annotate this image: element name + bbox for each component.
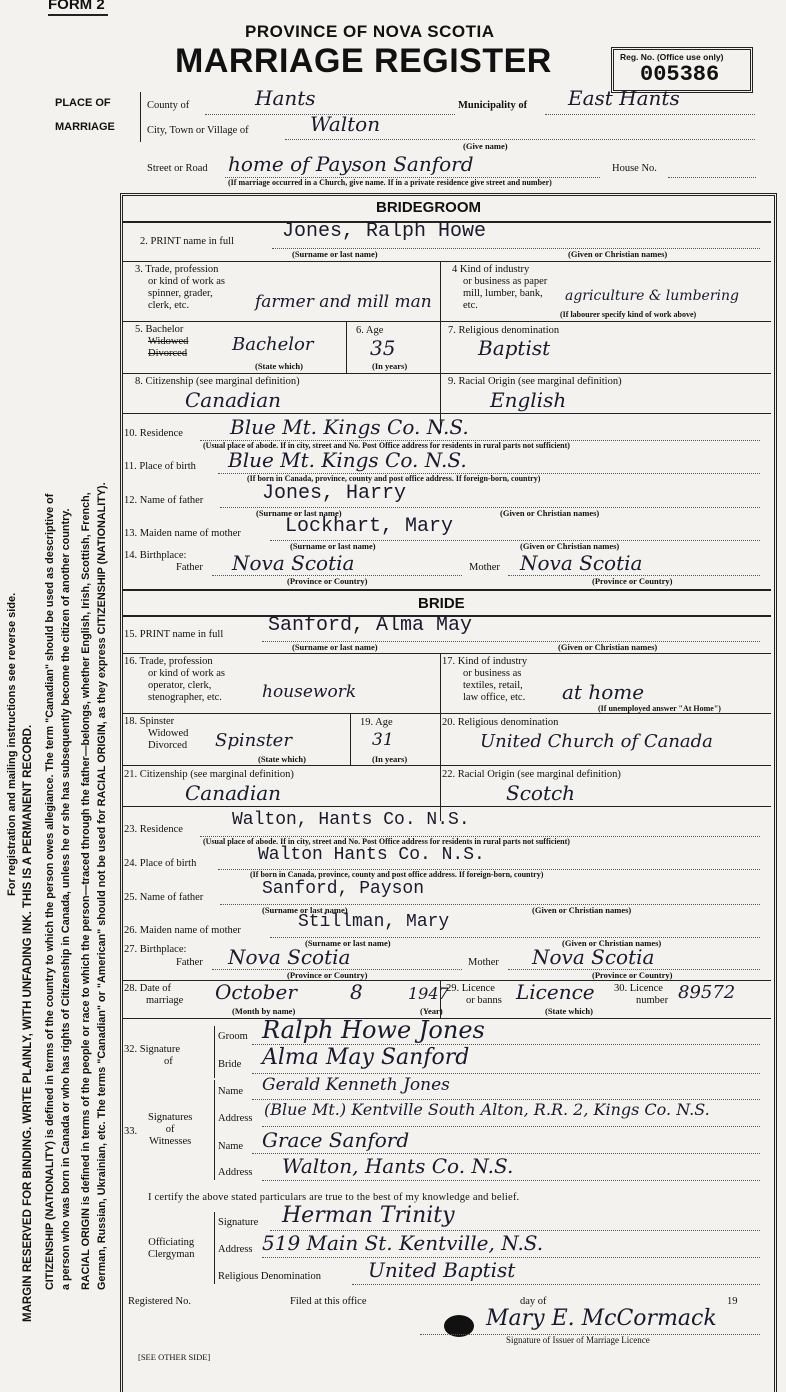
field-8-label: 8. Citizenship (see marginal definition) <box>135 376 300 387</box>
label-line: Clergyman <box>148 1249 195 1260</box>
bride-in-years: (In years) <box>372 754 408 764</box>
groom-residence-value: Blue Mt. Kings Co. N.S. <box>230 415 469 439</box>
line <box>262 1180 760 1181</box>
label-line: 29. Licence <box>446 983 495 994</box>
label-line: marriage <box>146 995 184 1006</box>
bride-father-surname-hint: (Surname or last name) <box>262 905 348 915</box>
field-3-label <box>135 264 225 312</box>
label-line: 32. Signature <box>124 1044 180 1055</box>
margin-line-5: RACIAL ORIGIN is defined in terms of the people or race to which the person—traced through the father—belongs, whether English, Irish, Scottish, French, <box>80 492 92 1290</box>
label-line: etc. <box>463 300 478 311</box>
bride-mother-prov-hint: (Province or Country) <box>592 970 673 980</box>
street-note: (If marriage occurred in a Church, give name. If in a private residence give street and number) <box>228 178 552 187</box>
rule <box>440 980 441 1018</box>
line <box>252 1073 760 1074</box>
bride-father-bp-label: Father <box>176 957 203 968</box>
label-line: 3. Trade, profession <box>135 264 219 275</box>
label-line: spinner, grader, <box>148 288 213 299</box>
bride-sig-label: Bride <box>218 1059 242 1070</box>
label-line: Witnesses <box>149 1136 192 1147</box>
label-line: Widowed <box>148 728 189 739</box>
field-18-label <box>124 716 188 752</box>
clergy-signature-label: Signature <box>218 1217 259 1228</box>
marriage-month-value: October <box>215 980 297 1004</box>
place-bracket <box>140 92 141 142</box>
field-29-label <box>446 983 502 1007</box>
field-20-label: 20. Religious denomination <box>442 717 559 728</box>
form-title: MARRIAGE REGISTER <box>175 42 552 80</box>
certify-text: I certify the above stated particulars are true to the best of my knowledge and belief. <box>148 1192 520 1203</box>
field-5-label <box>135 324 188 360</box>
groom-mother-prov-hint: (Province or Country) <box>592 576 673 586</box>
bride-birthplace-value: Walton Hants Co. N.S. <box>258 845 485 865</box>
bride-age-value: 31 <box>372 730 394 750</box>
groom-residence-hint: (Usual place of abode. If in city, street and No. Post Office address for residents in rural parts not sufficient) <box>203 441 570 450</box>
rule <box>440 653 441 713</box>
rule <box>350 713 351 765</box>
field-11-label: 11. Place of birth <box>124 461 196 472</box>
field-19-label: 19. Age <box>360 717 393 728</box>
label-line: 5. Bachelor <box>135 324 184 335</box>
field-22-label: 22. Racial Origin (see marginal definition) <box>442 769 621 780</box>
label-line: Divorced <box>148 740 188 751</box>
rule <box>122 413 771 414</box>
label-line: 4 Kind of industry <box>452 264 530 275</box>
groom-mother-surname-hint: (Surname or last name) <box>290 541 376 551</box>
clergy-address-label: Address <box>218 1244 253 1255</box>
witness2-address: Walton, Hants Co. N.S. <box>282 1154 514 1178</box>
issuer-label: Signature of Issuer of Marriage Licence <box>506 1335 650 1345</box>
label-line: 17. Kind of industry <box>442 656 528 667</box>
clergy-signature: Herman Trinity <box>282 1203 455 1228</box>
groom-sig-label: Groom <box>218 1031 248 1042</box>
groom-birthplace-value: Blue Mt. Kings Co. N.S. <box>228 448 467 472</box>
field-2-label: 2. PRINT name in full <box>140 236 235 247</box>
place-of-label: PLACE OF <box>55 97 111 109</box>
day-of-label: day of <box>520 1296 547 1307</box>
house-line <box>668 177 756 178</box>
municipality-value: East Hants <box>568 86 680 110</box>
bride-father-prov-hint: (Province or Country) <box>287 970 368 980</box>
label-line: of <box>164 1056 173 1067</box>
bride-surname-hint: (Surname or last name) <box>292 642 378 652</box>
field-13-label: 13. Maiden name of mother <box>124 528 241 539</box>
bride-father-value: Sanford, Payson <box>262 879 425 899</box>
marriage-year-value: 1947 <box>408 984 449 1003</box>
bracket <box>214 1212 215 1284</box>
year-hint: (Year) <box>420 1006 443 1016</box>
field-15-label: 15. PRINT name in full <box>124 629 224 640</box>
form-number: FORM 2 <box>48 0 105 13</box>
label-line: of <box>165 1124 175 1135</box>
groom-status-value: Bachelor <box>232 334 314 355</box>
groom-mother-bp-label: Mother <box>469 562 500 573</box>
field-4-label <box>452 264 547 312</box>
groom-mother-value: Lockhart, Mary <box>285 515 454 538</box>
label-line: 28. Date of <box>124 983 171 994</box>
margin-line-6: German, Russian, Ukrainian, etc. The terms "Canadian" or "American" should not be used for RACIAL ORIGIN, as they express CITIZENSHIP (NATIONALITY). <box>96 482 108 1290</box>
rule <box>122 713 771 714</box>
witness1-name: Gerald Kenneth Jones <box>262 1075 450 1095</box>
w2-name-label: Name <box>218 1141 244 1152</box>
bride-industry-hint: (If unemployed answer "At Home") <box>598 704 721 713</box>
label-line: operator, clerk, <box>148 680 212 691</box>
bride-state-which: (State which) <box>258 754 306 764</box>
groom-citizenship-value: Canadian <box>185 388 282 412</box>
groom-given-hint: (Given or Christian names) <box>568 249 668 259</box>
bride-heading: BRIDE <box>418 595 465 612</box>
bracket <box>214 1080 215 1180</box>
groom-origin-value: English <box>490 388 567 412</box>
line <box>352 1284 760 1285</box>
margin-line-3: CITIZENSHIP (NATIONALITY) is defined in terms of the country to which the person owes allegiance. The term "Canadian" should be used as descriptive of <box>44 493 56 1290</box>
bride-industry-value: at home <box>562 680 645 704</box>
bride-trade-value: housework <box>262 682 357 702</box>
field-6-label: 6. Age <box>356 325 384 336</box>
field-9-label: 9. Racial Origin (see marginal definition) <box>448 376 622 387</box>
groom-birth-hint: (If born in Canada, province, county and post office address. If foreign-born, country) <box>247 474 541 483</box>
groom-mother-birthplace: Nova Scotia <box>520 551 643 575</box>
field-27-label: 27. Birthplace: <box>124 944 187 955</box>
bride-religion-value: United Church of Canada <box>480 731 713 752</box>
give-name-hint: (Give name) <box>463 141 508 151</box>
bride-mother-given-hint: (Given or Christian names) <box>562 938 662 948</box>
label-line: Widowed <box>148 336 189 347</box>
field-16-label <box>124 656 225 704</box>
bride-father-birthplace: Nova Scotia <box>228 945 351 969</box>
witness-label <box>148 1112 192 1148</box>
registered-label: Registered No. <box>128 1296 191 1307</box>
licence-or-banns-value: Licence <box>516 980 595 1004</box>
bridegroom-heading: BRIDEGROOM <box>376 199 481 216</box>
groom-trade-value: farmer and mill man <box>255 292 432 312</box>
bride-given-hint: (Given or Christian names) <box>558 642 658 652</box>
licence-state-which: (State which) <box>545 1006 593 1016</box>
label-line: or kind of work as <box>148 668 225 679</box>
w1-address-label: Address <box>218 1113 253 1124</box>
county-label: County of <box>147 100 190 111</box>
rule <box>122 653 771 654</box>
field-24-label: 24. Place of birth <box>124 858 197 869</box>
groom-industry-value: agriculture & lumbering <box>565 288 739 304</box>
bride-birth-hint: (If born in Canada, province, county and post office address. If foreign-born, country) <box>250 870 544 879</box>
rule <box>122 261 771 262</box>
bride-name-value: Sanford, Alma May <box>268 614 473 637</box>
groom-father-given-hint: (Given or Christian names) <box>500 508 600 518</box>
field-21-label: 21. Citizenship (see marginal definition) <box>124 769 294 780</box>
margin-line-1: For registration and mailing instructions see reverse side. <box>6 592 18 896</box>
field-32-label <box>124 1044 180 1068</box>
field-10-label: 10. Residence <box>124 428 183 439</box>
clergy-denom-label: Religious Denomination <box>218 1271 321 1282</box>
rule <box>440 261 441 321</box>
label-line: Signatures <box>148 1112 193 1123</box>
bride-mother-surname-hint: (Surname or last name) <box>305 938 391 948</box>
licence-number-value: 89572 <box>678 982 736 1003</box>
marriage-day-value: 8 <box>350 980 363 1004</box>
label-line: or kind of work as <box>148 276 225 287</box>
field-33-number: 33. <box>124 1126 138 1137</box>
w2-address-label: Address <box>218 1167 253 1178</box>
municipality-line <box>545 114 755 115</box>
label-line: 16. Trade, profession <box>124 656 213 667</box>
label-line: Officiating <box>148 1237 195 1248</box>
groom-mother-given-hint: (Given or Christian names) <box>520 541 620 551</box>
street-value: home of Payson Sanford <box>228 152 474 176</box>
label-line: or business as <box>463 668 522 679</box>
groom-industry-hint: (If labourer specify kind of work above) <box>560 310 697 319</box>
bride-residence-hint: (Usual place of abode. If in city, street and No. Post Office address for residents in rural parts not sufficient) <box>203 837 570 846</box>
groom-father-prov-hint: (Province or Country) <box>287 576 368 586</box>
bride-residence-value: Walton, Hants Co. N.S. <box>232 810 470 830</box>
month-hint: (Month by name) <box>232 1006 296 1016</box>
groom-surname-hint: (Surname or last name) <box>292 249 378 259</box>
form-number-rule <box>48 14 108 16</box>
year-label: 19 <box>727 1296 738 1307</box>
clergy-label <box>148 1237 194 1261</box>
line <box>262 1126 760 1127</box>
label-line: textiles, retail, <box>463 680 523 691</box>
field-30-label <box>614 983 668 1007</box>
bride-mother-value: Stillman, Mary <box>298 912 450 932</box>
groom-religion-value: Baptist <box>478 336 551 360</box>
bride-status-value: Spinster <box>215 730 292 751</box>
reg-number: 005386 <box>640 62 720 87</box>
municipality-label: Municipality of <box>458 100 528 111</box>
groom-signature: Ralph Howe Jones <box>262 1016 485 1044</box>
city-label: City, Town or Village of <box>147 125 249 136</box>
w1-name-label: Name <box>218 1086 244 1097</box>
rule <box>346 321 347 373</box>
label-line: or business as paper <box>463 276 548 287</box>
field-14-label: 14. Birthplace: <box>124 550 187 561</box>
groom-state-which: (State which) <box>255 361 303 371</box>
bracket <box>214 1026 215 1078</box>
field-26-label: 26. Maiden name of mother <box>124 925 241 936</box>
groom-in-years: (In years) <box>372 361 408 371</box>
bride-mother-birthplace: Nova Scotia <box>532 945 655 969</box>
county-value: Hants <box>255 86 316 110</box>
label-line: clerk, etc. <box>148 300 190 311</box>
province-heading: PROVINCE OF NOVA SCOTIA <box>245 22 495 41</box>
clergy-denomination: United Baptist <box>368 1258 516 1282</box>
reg-label: Reg. No. (Office use only) <box>620 52 724 62</box>
city-line <box>285 139 755 140</box>
rule <box>122 373 771 374</box>
label-line: Divorced <box>148 348 188 359</box>
house-label: House No. <box>612 163 657 174</box>
city-value: Walton <box>310 112 381 136</box>
rule <box>122 589 771 591</box>
groom-father-bp-label: Father <box>176 562 203 573</box>
field-25-label: 25. Name of father <box>124 892 204 903</box>
issuer-signature: Mary E. McCormack <box>486 1306 717 1331</box>
label-line: stenographer, etc. <box>148 692 222 703</box>
margin-line-4: a person who was born in Canada or who has rights of Citizenship in Canada, unless he or she has subsequently become the citizen of another country. <box>60 508 72 1290</box>
street-label: Street or Road <box>147 163 208 174</box>
groom-name-value: Jones, Ralph Howe <box>282 220 487 243</box>
margin-line-2: MARGIN RESERVED FOR BINDING. WRITE PLAINLY, WITH UNFADING INK. THIS IS A PERMANENT RECORD. <box>22 724 34 1322</box>
label-line: 18. Spinster <box>124 716 175 727</box>
field-7-label: 7. Religious denomination <box>448 325 560 336</box>
field-12-label: 12. Name of father <box>124 495 204 506</box>
field-28-label <box>124 983 183 1007</box>
field-17-label <box>442 656 527 704</box>
groom-father-value: Jones, Harry <box>262 482 407 505</box>
label-line: number <box>636 995 669 1006</box>
field-23-label: 23. Residence <box>124 824 183 835</box>
bride-origin-value: Scotch <box>506 781 576 805</box>
label-line: law office, etc. <box>463 692 526 703</box>
witness1-address: (Blue Mt.) Kentville South Alton, R.R. 2, Kings Co. N.S. <box>264 1100 710 1119</box>
rule <box>122 765 771 766</box>
label-line: 30. Licence <box>614 983 663 994</box>
filed-label: Filed at this office <box>290 1296 367 1307</box>
bride-signature: Alma May Sanford <box>262 1045 470 1070</box>
rule <box>122 321 771 322</box>
bride-father-given-hint: (Given or Christian names) <box>532 905 632 915</box>
groom-father-surname-hint: (Surname or last name) <box>256 508 342 518</box>
marriage-label: MARRIAGE <box>55 121 115 133</box>
label-line: mill, lumber, bank, <box>463 288 543 299</box>
rule <box>440 713 441 821</box>
label-line: or banns <box>466 995 502 1006</box>
clergy-address: 519 Main St. Kentville, N.S. <box>262 1231 544 1255</box>
groom-father-birthplace: Nova Scotia <box>232 551 355 575</box>
rule <box>122 806 771 807</box>
groom-age-value: 35 <box>370 336 396 360</box>
bride-mother-bp-label: Mother <box>468 957 499 968</box>
bride-citizenship-value: Canadian <box>185 781 282 805</box>
see-other-side: [SEE OTHER SIDE] <box>138 1352 211 1362</box>
witness2-name: Grace Sanford <box>262 1128 410 1152</box>
